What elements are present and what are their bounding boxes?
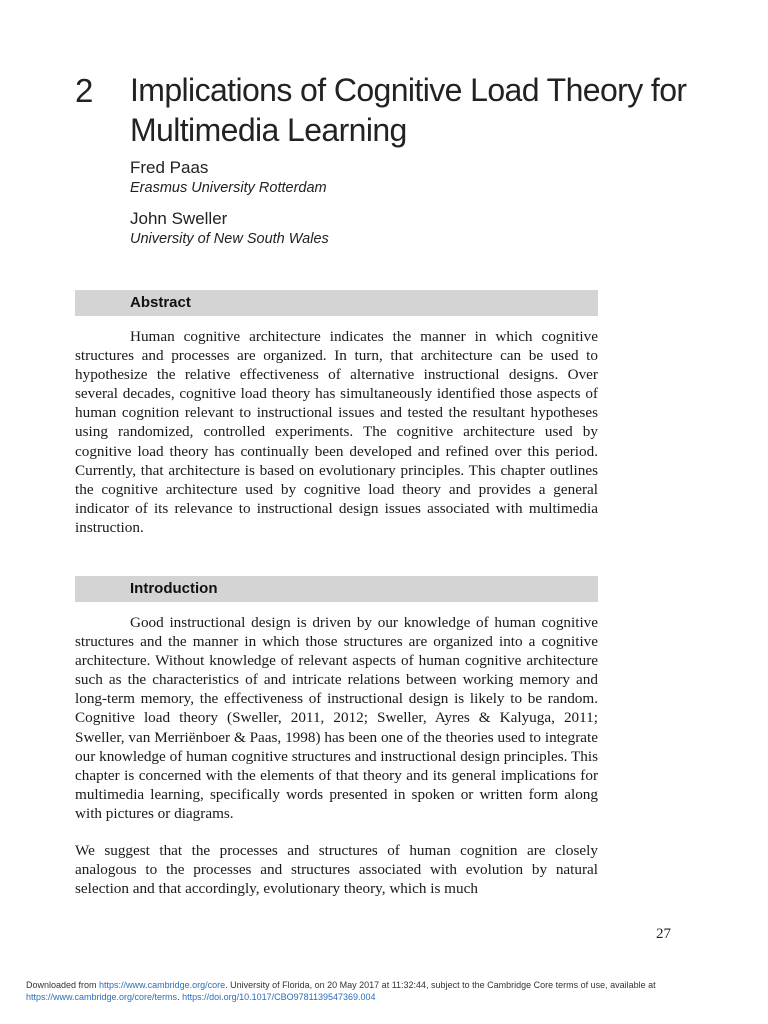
author-affiliation: University of New South Wales	[130, 231, 329, 247]
footer-middle: . University of Florida, on 20 May 2017 at 11:32:44, subject to the Cambridge Core terms of use, available at	[225, 980, 656, 990]
introduction-paragraph: We suggest that the processes and structures of human cognition are closely analogous to the processes and structures associated with evolution by natural selection and that accordingly, evolutionary theory, which is much	[75, 842, 598, 898]
introduction-heading-bar	[75, 576, 598, 602]
chapter-number: 2	[75, 72, 94, 109]
author-name: John Sweller	[130, 209, 228, 228]
footer-prefix: Downloaded from	[26, 980, 100, 990]
author-name: Fred Paas	[130, 158, 209, 177]
download-footer	[26, 979, 746, 1003]
abstract-heading-bar	[75, 290, 598, 316]
author-block	[130, 208, 329, 249]
abstract-text: Human cognitive architecture indicates the manner in which cognitive structures and processes are organized. In turn, that architecture can be used to hypothesize the relative effectiveness of alternative instructional designs. Over several decades, cognitive load theory has simultaneously identified those aspects of human cognition relevant to instructional issues and tested the resultant hypotheses using randomized, controlled experiments. The cognitive architecture used by cognitive load theory has continually been developed and refined over this period. Currently, that architecture is based on evolutionary principles. This chapter outlines the cognitive architecture used by cognitive load theory and provides a general indicator of its relevance to instructional design issues associated with multimedia instruction.	[75, 328, 598, 536]
introduction-paragraph: Good instructional design is driven by our knowledge of human cognitive structures and the manner in which those structures are organized into a cognitive architecture. Without knowledge of relevant aspects of human cognitive architecture such as the characteristics of and intricate relations between working memory and long-term memory, the effectiveness of instructional design is likely to be random. Cognitive load theory (Sweller, 2011, 2012; Sweller, Ayres & Kalyuga, 2011; Sweller, van Merriënboer & Paas, 1998) has been one of the theories used to integrate our knowledge of human cognitive structures and instructional design principles. This chapter is concerned with the elements of that theory and its general implications for multimedia learning, specifically words presented in spoken or written form along with pictures or diagrams.	[75, 614, 598, 822]
introduction-heading: Introduction	[130, 580, 218, 597]
doi-link[interactable]: https://doi.org/10.1017/CBO9781139547369.004	[182, 992, 376, 1002]
abstract-heading: Abstract	[130, 294, 191, 311]
chapter-title: Implications of Cognitive Load Theory for Multimedia Learning	[130, 72, 687, 148]
terms-link[interactable]: https://www.cambridge.org/core/terms	[26, 992, 178, 1002]
page-number: 27	[656, 926, 671, 942]
cambridge-core-link[interactable]: https://www.cambridge.org/core	[99, 980, 226, 990]
author-block	[130, 157, 327, 198]
author-affiliation: Erasmus University Rotterdam	[130, 180, 327, 196]
footer-separator: .	[177, 992, 183, 1002]
